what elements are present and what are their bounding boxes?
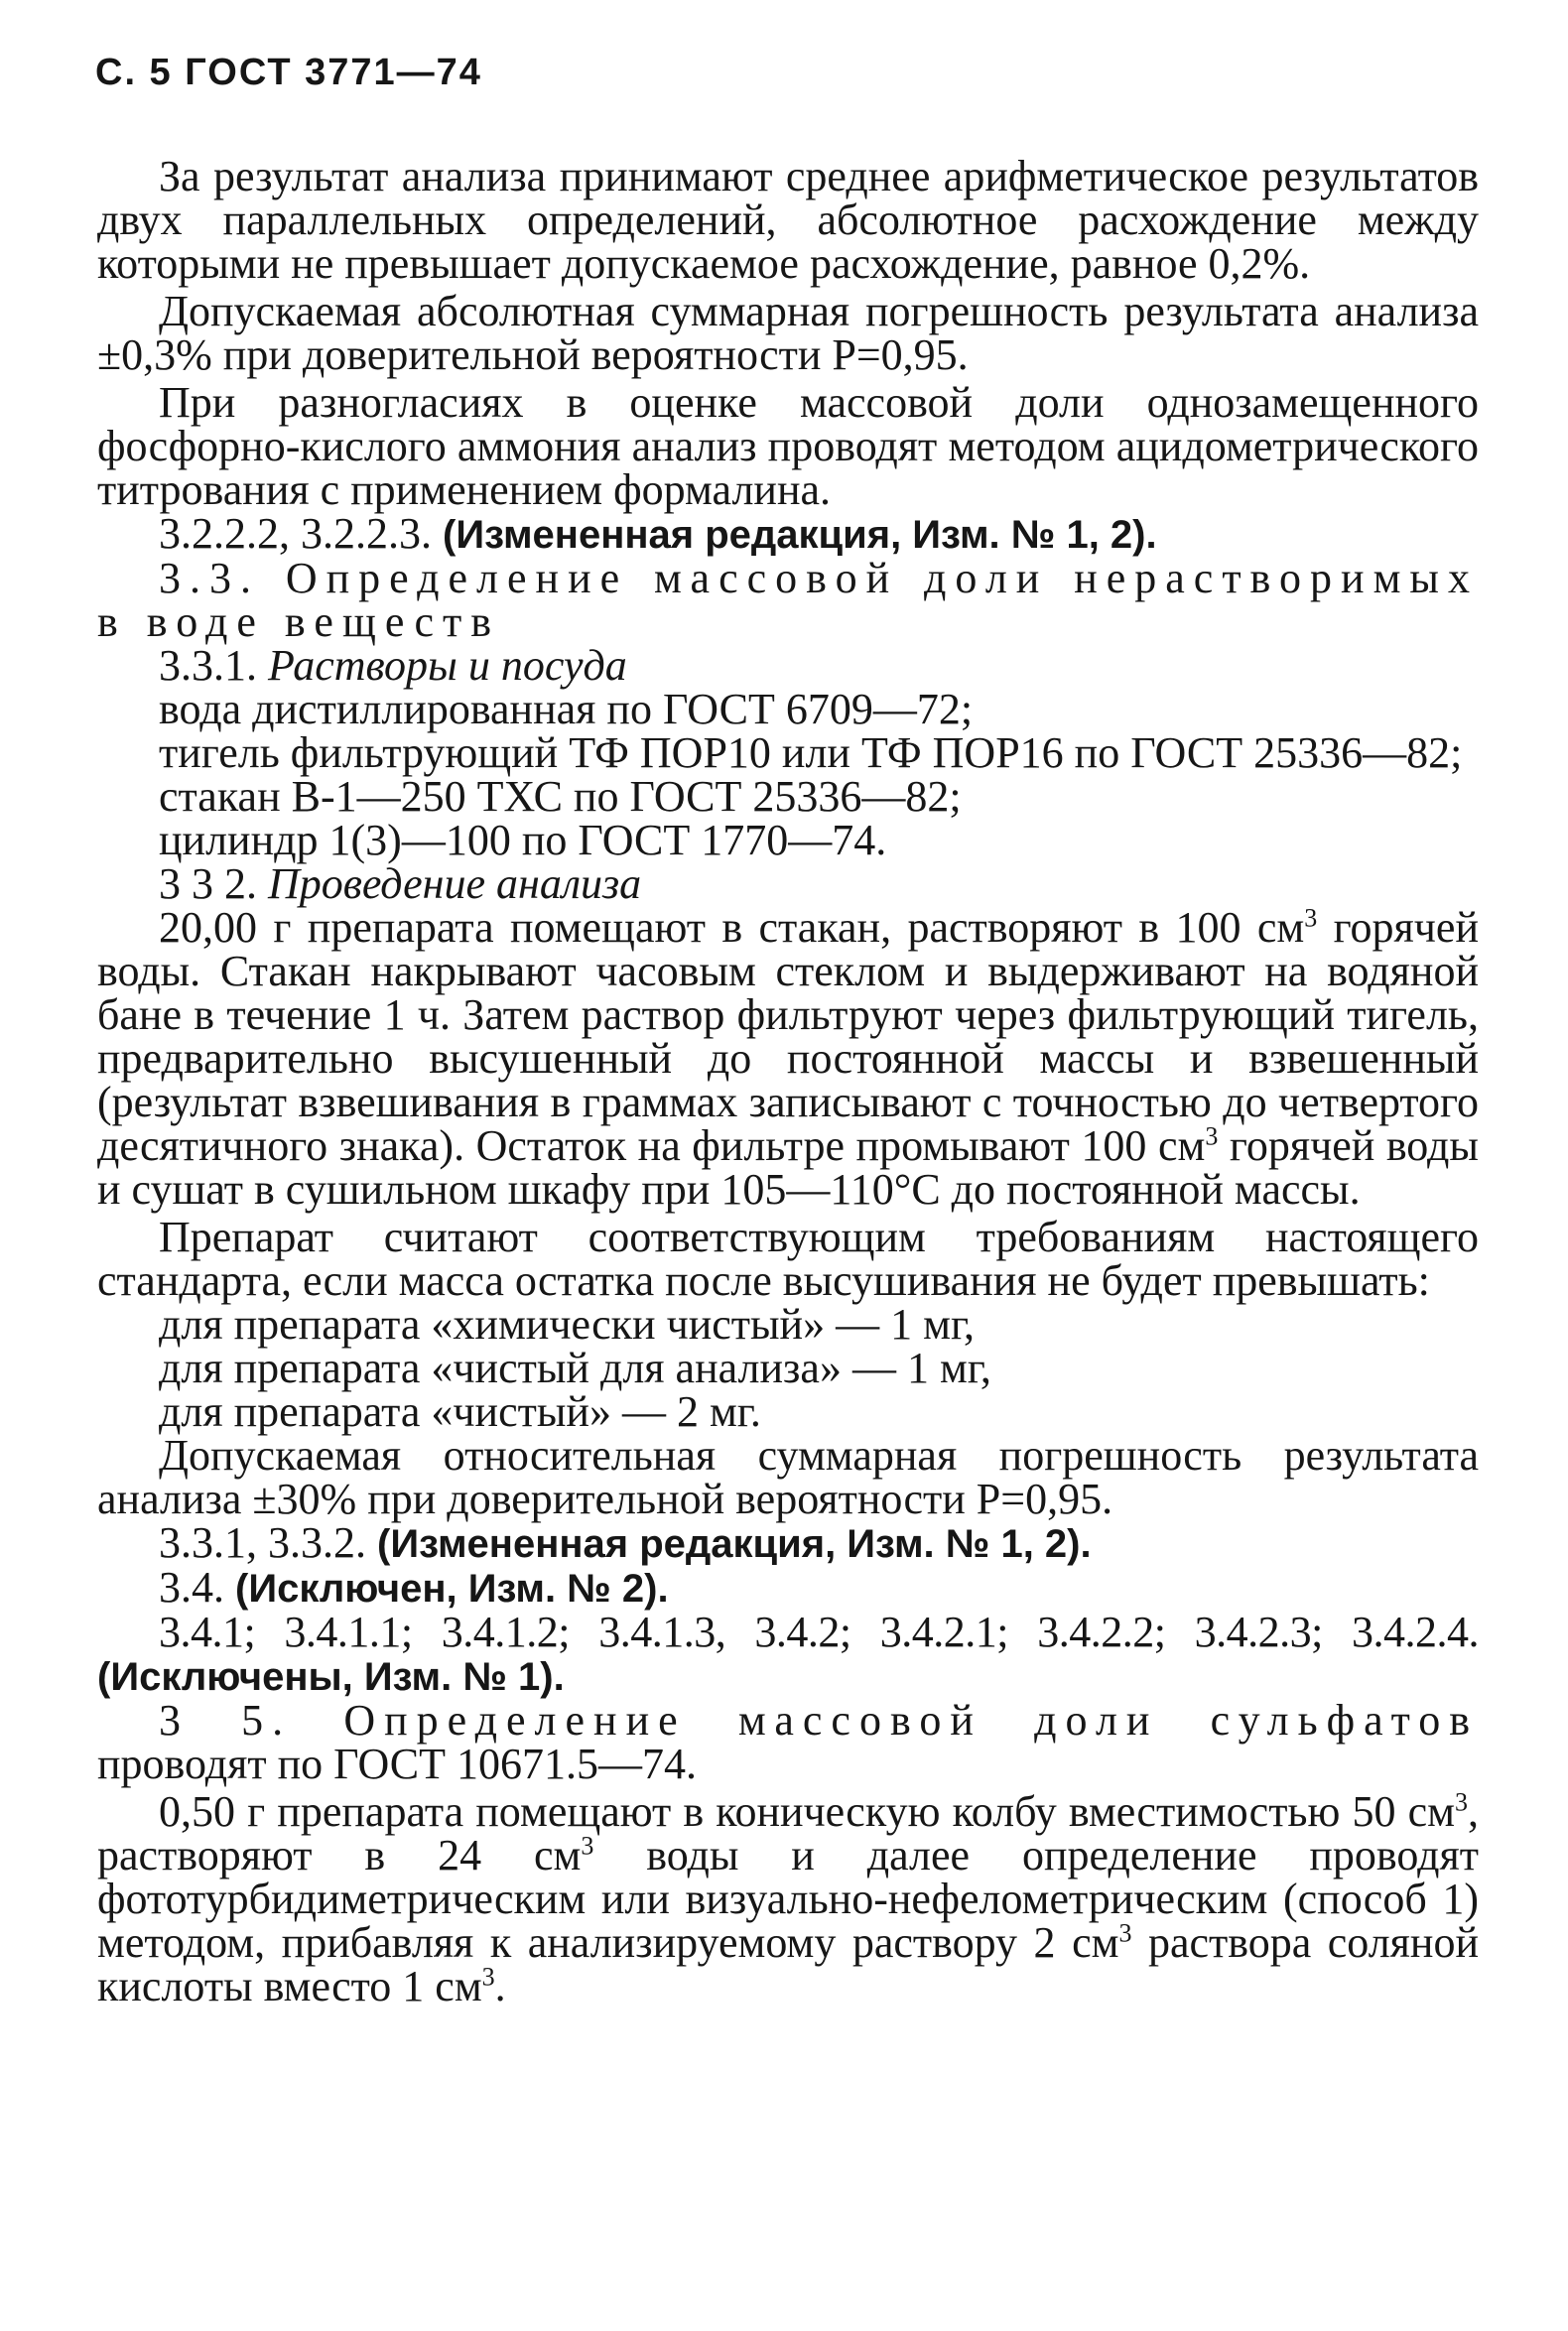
procedure-sup-1: 3 xyxy=(1304,903,1318,933)
sulfates-text-3: воды и далее определение проводят фототурбидиметрическим или визуально-нефелометрическим (способ 1) методом, прибавляя к анализируемому раствору 2 см xyxy=(97,1831,1479,1967)
subsection-3-3-2-title xyxy=(97,859,1479,908)
paragraph-result: За результат анализа принимают среднее арифметическое результатов двух параллельных определений, абсолютное расхождение между которыми не превышает допускаемое расхождение, равное 0,2%. xyxy=(97,152,1479,288)
sulfates-sup-3: 3 xyxy=(1118,1918,1132,1948)
list-item-beaker: стакан В-1—250 ТХС по ГОСТ 25336—82; xyxy=(159,772,962,821)
excluded-3-4-text: (Исключен, Изм. № 2). xyxy=(235,1567,669,1611)
paragraph-sulfates xyxy=(97,1787,1480,2010)
amendment-1-number: 3.2.2.2, 3.2.2.3. xyxy=(159,509,432,558)
subsection-3-3-1-title xyxy=(97,641,1479,690)
paragraph-disagreement: При разногласиях в оценке массовой доли однозамещенного фосфорно-кислого аммония анализ проводят методом ацидометрического титрования с применением формалина. xyxy=(97,378,1479,514)
paragraph-excluded-3-4 xyxy=(97,1563,1479,1612)
sulfates-text-5: . xyxy=(494,1962,506,2010)
amendment-1-text: (Измененная редакция, Изм. № 1, 2). xyxy=(443,513,1157,557)
sulfates-text-2: , растворяют в 24 см xyxy=(97,1787,1479,1879)
paragraph-amendment-1 xyxy=(97,509,1479,558)
subsection-3-3-1-number: 3.3.1. xyxy=(159,641,257,690)
paragraph-error: Допускаемая абсолютная суммарная погрешность результата анализа ±0,3% при доверительной вероятности P=0,95. xyxy=(97,287,1479,379)
sulfates-sup-4: 3 xyxy=(481,1962,495,1992)
document-body xyxy=(97,152,1480,2010)
limit-item-chemically-pure: для препарата «химически чистый» — 1 мг, xyxy=(159,1300,976,1349)
limit-item-pure: для препарата «чистый» — 2 мг. xyxy=(159,1387,761,1436)
sulfates-text-1: 0,50 г препарата помещают в коническую колбу вместимостью 50 см xyxy=(159,1787,1455,1836)
section-3-3-title: 3.3. Определение массовой доли нерастворимых в воде веществ xyxy=(97,554,1479,646)
paragraph-amendment-2 xyxy=(97,1518,1479,1567)
paragraph-requirements: Препарат считают соответствующим требованиям настоящего стандарта, если масса остатка после высушивания не будет превышать: xyxy=(97,1213,1479,1305)
list-item-crucible: тигель фильтрующий ТФ ПОР10 или ТФ ПОР16 по ГОСТ 25336—82; xyxy=(159,728,1463,777)
subsection-3-3-2-number: 3 3 2. xyxy=(159,859,257,908)
excluded-3-4-number: 3.4. xyxy=(159,1563,224,1612)
section-3-5-heading: 3 5. Определение массовой доли сульфатов xyxy=(159,1696,1479,1745)
sulfates-sup-2: 3 xyxy=(581,1831,594,1861)
list-item-cylinder: цилиндр 1(3)—100 по ГОСТ 1770—74. xyxy=(159,816,887,864)
procedure-text-2: горячей воды. Стакан накрывают часовым стеклом и выдерживают на водяной бане в течение 1 ч. Затем раствор фильтруют через фильтрующий тигель, предварительно высушенный до постоянной массы и взвешенный (результат взвешивания в граммах записывают с точностью до четвертого десятичного знака). Остаток на фильтре промывают 100 см xyxy=(97,903,1479,1170)
section-3-5-title xyxy=(97,1696,1479,1788)
paragraph-relative-error: Допускаемая относительная суммарная погрешность результата анализа ±30% при доверительной вероятности P=0,95. xyxy=(97,1431,1479,1523)
sulfates-sup-1: 3 xyxy=(1455,1787,1468,1817)
sulfates-text-4: раствора соляной кислоты вместо 1 см xyxy=(97,1918,1480,2010)
procedure-text-3: горячей воды и сушат в сушильном шкафу при 105—110°С до постоянной массы. xyxy=(97,1121,1479,1214)
page-header: С. 5 ГОСТ 3771—74 xyxy=(95,52,482,93)
amendment-2-number: 3.3.1, 3.3.2. xyxy=(159,1518,366,1567)
procedure-text-1: 20,00 г препарата помещают в стакан, растворяют в 100 см xyxy=(159,903,1305,952)
paragraph-excluded-list xyxy=(97,1608,1479,1699)
list-item-water: вода дистиллированная по ГОСТ 6709—72; xyxy=(159,685,974,733)
procedure-sup-2: 3 xyxy=(1205,1121,1219,1151)
section-3-5-rest: проводят по ГОСТ 10671.5—74. xyxy=(97,1740,698,1788)
subsection-3-3-2-heading: Проведение анализа xyxy=(268,859,642,908)
paragraph-procedure xyxy=(97,903,1479,1214)
excluded-list-note: (Исключены, Изм. № 1). xyxy=(97,1655,565,1699)
amendment-2-text: (Измененная редакция, Изм. № 1, 2). xyxy=(377,1522,1092,1566)
subsection-3-3-1-heading: Растворы и посуда xyxy=(268,641,627,690)
limit-item-analytical: для препарата «чистый для анализа» — 1 мг, xyxy=(159,1344,991,1392)
excluded-list-numbers: 3.4.1; 3.4.1.1; 3.4.1.2; 3.4.1.3, 3.4.2; 3.4.2.1; 3.4.2.2; 3.4.2.3; 3.4.2.4. xyxy=(159,1608,1479,1656)
